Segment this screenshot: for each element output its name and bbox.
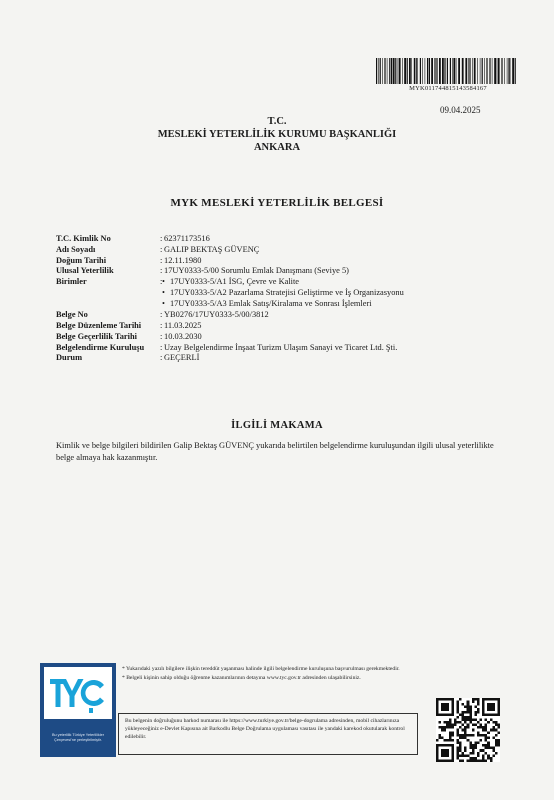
units-list <box>162 277 404 309</box>
footnote: * Yukarıdaki yazılı bilgilere ilişkin tereddüt yaşanması halinde ilgili belgelendirme kuruluşuna başvurulması gerekmektedir. <box>122 666 400 672</box>
statement-text: Kimlik ve belge bilgileri bildirilen Galip Bektaş GÜVENÇ yukarıda belirtilen belgelendirme kuruluşundan ilgili ulusal yeterlilikte belge almaya hak kazanmıştır. <box>56 441 494 462</box>
ilgili-makama-heading: İLGİLİ MAKAMA <box>231 420 323 431</box>
header-city: ANKARA <box>253 142 301 153</box>
field-label: Belge No <box>56 310 88 320</box>
field-label: Durum <box>56 353 83 363</box>
footnotes <box>122 665 412 683</box>
field-value: 17UY0333-5/00 Sorumlu Emlak Danışmanı (Seviye 5) <box>164 266 349 276</box>
document-date: 09.04.2025 <box>440 105 481 115</box>
header-institution: MESLEKİ YETERLİLİK KURUMU BAŞKANLIĞI <box>157 129 397 140</box>
tyc-logo-mark-icon <box>44 667 112 719</box>
field-value: YB0276/17UY0333-5/00/3812 <box>164 310 269 320</box>
unit-item: • 17UY0333-5/A1 İSG, Çevre ve Kalite <box>162 277 404 288</box>
status-value: GEÇERLİ <box>164 353 200 363</box>
field-label: Belge Düzenleme Tarihi <box>56 320 142 330</box>
field-label: T.C. Kimlik No <box>56 234 111 243</box>
document-title: MYK MESLEKİ YETERLİLİK BELGESİ <box>170 197 384 209</box>
field-label: Belgelendirme Kuruluşu <box>56 342 145 352</box>
qr-code[interactable] <box>436 698 500 762</box>
field-label: Belge Geçerlilik Tarihi <box>56 331 137 341</box>
barcode-number: MYK011744815143584167 <box>409 85 487 92</box>
field-value: 12.11.1980 <box>164 255 202 265</box>
field-label: Birimler <box>56 277 87 287</box>
field-value: 10.03.2030 <box>164 331 202 341</box>
field-value: 62371173516 <box>164 234 210 243</box>
tyc-logo <box>40 663 116 757</box>
field-value: 11.03.2025 <box>164 320 202 330</box>
unit-item: • 17UY0333-5/A3 Emlak Satış/Kiralama ve Sonrası İşlemleri <box>162 299 404 310</box>
field-value: Uzay Belgelendirme İnşaat Turizm Ulaşım Sanayi ve Ticaret Ltd. Şti. <box>164 342 398 352</box>
field-label: Ulusal Yeterlilik <box>56 266 114 276</box>
footnote: * Belgeli kişinin sahip olduğu öğrenme kazanımlarının detayına www.tyc.gov.tr adresinden ulaşabilirsiniz. <box>122 675 361 681</box>
verification-box: Bu belgenin doğruluğunu barkod numarası ile https://www.turkiye.gov.tr/belge-dogrulama adresinden, mobil cihazlarınıza yükleyeceğiniz e-Devlet Kapısına ait Barkodlu Belge Doğrulama uygulaması vasıtası ile yandaki karekod okutularak kontrol edilebilir. <box>118 713 418 755</box>
field-value: GALIP BEKTAŞ GÜVENÇ <box>164 244 260 254</box>
unit-item: • 17UY0333-5/A2 Pazarlama Stratejisi Geliştirme ve İş Organizasyonu <box>162 288 404 299</box>
logo-caption: Bu yeterlilik Türkiye Yeterlilikler Çerçevesi'ne yerleştirilmiştir. <box>51 733 105 742</box>
field-label: Adı Soyadı <box>56 244 96 254</box>
field-label: Doğum Tarihi <box>56 255 107 265</box>
barcode <box>376 58 516 84</box>
header-tc: T.C. <box>267 116 287 127</box>
